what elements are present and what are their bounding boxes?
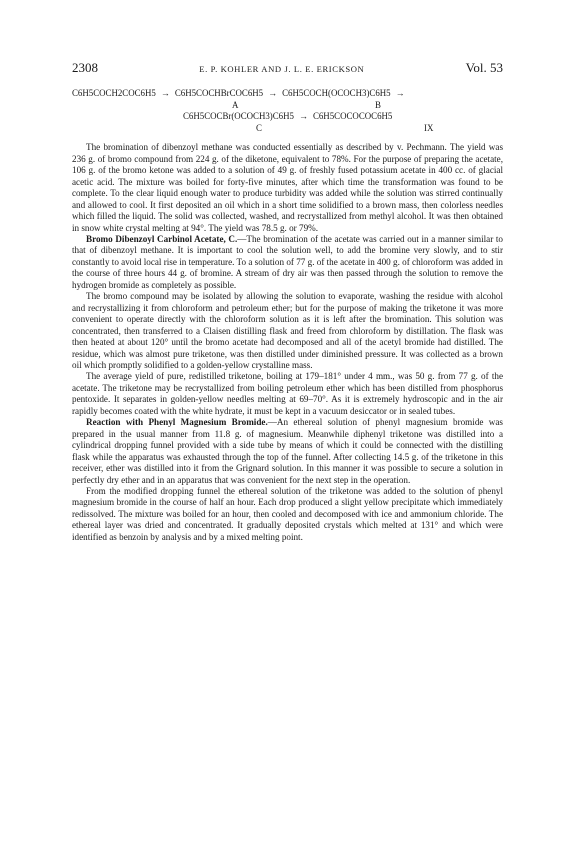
scheme-row-1 (72, 88, 503, 100)
section-heading: Reaction with Phenyl Magnesium Bromide. (86, 417, 268, 428)
paragraph (72, 486, 503, 543)
paragraph (72, 142, 503, 234)
reaction-arrow: → (395, 88, 405, 98)
running-title: E. P. KOHLER AND J. L. E. ERICKSON (199, 64, 365, 74)
page-header (72, 60, 503, 76)
compound-ix: C6H5COCOCOC6H5 (312, 111, 393, 122)
section-heading: Bromo Dibenzoyl Carbinol Acetate, C. (86, 234, 238, 244)
reaction-arrow: → (160, 88, 170, 98)
paragraph (72, 234, 503, 291)
reaction-arrow: → (268, 88, 278, 98)
reaction-scheme (72, 88, 503, 134)
paragraph-text: The bromo compound may be isolated by allowing the solution to evaporate, washing the residue with alcohol and recrystallizing it from chloroform and petroleum ether; but for the purpose of making the triketone it was more convenient to operate directly with the chloroform solution as it is left after the bromination. This solution was concentrated, then transferred to a Claisen distilling flask and freed from chloroform by distillation. The flask was then heated at about 120° until the bromo acetate had decomposed and all of the acetyl bromide had distilled. The residue, which was almost pure triketone, was then distilled under diminished pressure. It was collected as a brown oil which promptly solidified to a golden-yellow crystalline mass. (72, 291, 503, 370)
label-c: C (256, 122, 262, 133)
paragraph-text: The average yield of pure, redistilled triketone, boiling at 179–181° under 4 mm., was 50 g. from 77 g. of the acetate. The triketone may be recrystallized from boiling petroleum ether which has been distilled from phosphorus pentoxide. It separates in golden-yellow needles melting at 69–70°. As it is extremely hydroscopic and in the air rapidly becomes coated with the white hydrate, it must be kept in a vacuum desiccator or in sealed tubes. (72, 371, 503, 416)
label-ix: IX (424, 122, 434, 133)
reaction-arrow: → (298, 111, 308, 122)
paragraph (72, 291, 503, 371)
volume-label: Vol. 53 (465, 60, 503, 75)
page-number: 2308 (72, 60, 98, 75)
compound-c: C6H5COCBr(OCOCH3)C6H5 (183, 111, 294, 122)
paragraph (72, 417, 503, 486)
paragraph-text: From the modified dropping funnel the ethereal solution of the triketone was added to the solution of phenyl magnesium bromide in the course of half an hour. Each drop produced a slight yellow precipitate which immediately redissolved. The mixture was boiled for an hour, then cooled and decomposed with ice and ammonium chloride. The ethereal layer was dried and concentrated. It gradually deposited crystals which melted at 131° and which were identified as benzoin by analysis and by a mixed melting point. (72, 485, 503, 542)
paragraph-text: —The bromination of the acetate was carried out in a manner similar to that of dibenzoyl methane. It is important to cool the solution well, to add the bromine very slowly, and to stir constantly to avoid local rise in temperature. To a solution of 77 g. of the acetate in 400 g. of chloroform was added in the course of three hours 44 g. of bromine. A stream of dry air was then passed through the solution to remove the hydrogen bromide as completely as possible. (72, 234, 503, 290)
scheme-labels-1 (72, 100, 503, 112)
article-body (72, 142, 503, 543)
paragraph-text: —An ethereal solution of phenyl magnesium bromide was prepared in the usual manner from 11.8 g. of magnesium. Meanwhile diphenyl triketone was distilled into a cylindrical dropping funnel provided with a side tube by means of which it could be connected with the distilling flask while the apparatus was exhausted through the top of the funnel. After collecting 14.5 g. of the triketone in this receiver, ether was distilled into it from the Grignard solution. In this manner it was possible to secure a solution in perfectly dry ether and in an apparatus that was convenient for the next step in the operation. (72, 417, 503, 485)
scheme-row-2 (72, 111, 503, 123)
paragraph (72, 371, 503, 417)
compound-a: C6H5COCHBrCOC6H5 (174, 88, 264, 98)
paragraph-text: The bromination of dibenzoyl methane was conducted essentially as described by v. Pechmann. The yield was 236 g. of bromo compound from 224 g. of the diketone, equivalent to 78%. For the purpose of preparing the acetate, 106 g. of the bromo ketone was added to a solution of 49 g. of freshly fused potassium acetate in 400 cc. of glacial acetic acid. The mixture was boiled for forty-five minutes, after which time the transformation was found to be complete. To the clear liquid enough water to produce turbidity was added while the solution was stirred continually and allowed to cool. It first deposited an oil which in a short time solidified to a brown mass, then colorless needles which filled the liquid. The solid was collected, washed, and recrystallized from methyl alcohol. It was then obtained in snow white crystal melting at 94°. The yield was 78.5 g. or 79%. (72, 142, 503, 233)
scheme-labels-2 (72, 123, 503, 135)
compound-dibenzoyl-methane: C6H5COCH2COC6H5 (72, 88, 156, 98)
compound-b: C6H5COCH(OCOCH3)C6H5 (282, 88, 391, 98)
label-b: B (375, 99, 381, 110)
label-a: A (232, 99, 239, 110)
